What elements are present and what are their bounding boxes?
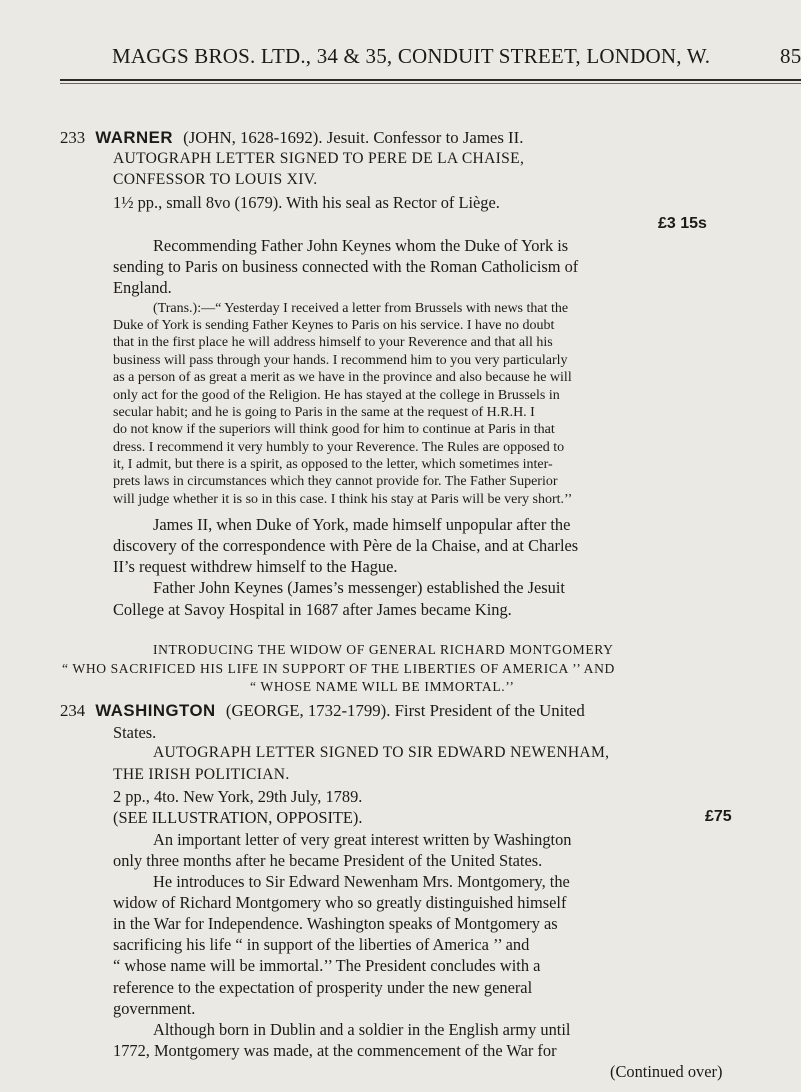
lot-234-p2-line: reference to the expectation of prosperity under the new general bbox=[113, 977, 533, 997]
lot-name: WARNER bbox=[95, 128, 173, 147]
page-number: 85 bbox=[780, 44, 801, 68]
translation-line: it, I admit, but there is a spirit, as opposed to the letter, which sometimes inter- bbox=[113, 456, 553, 472]
lot-234-p3-line: Although born in Dublin and a soldier in the English army until bbox=[153, 1019, 571, 1039]
lot-233-p2-line: discovery of the correspondence with Père de la Chaise, and at Charles bbox=[113, 536, 579, 556]
intro-heading-line: INTRODUCING THE WIDOW OF GENERAL RICHARD MONTGOMERY bbox=[153, 641, 614, 657]
lot-233-heading bbox=[60, 128, 523, 148]
lot-233-p1-line: sending to Paris on business connected with the Roman Catholicism of bbox=[113, 257, 579, 276]
translation-line: as a person of as great a merit as we have in the province and also because he will bbox=[113, 370, 572, 386]
lot-number: 233 bbox=[60, 128, 86, 147]
lot-234-subtitle-2: States. bbox=[113, 722, 157, 742]
lot-234-description: 2 pp., 4to. New York, 29th July, 1789. bbox=[113, 786, 363, 806]
lot-233-p1-line: England. bbox=[113, 278, 172, 298]
lot-234-title: AUTOGRAPH LETTER SIGNED TO SIR EDWARD NEWENHAM, bbox=[153, 744, 610, 762]
translation-line: prets laws in circumstances which they cannot provide for. The Father Superior bbox=[113, 474, 558, 490]
lot-234-p2-line: sacrificing his life “ in support of the liberties of America ’’ and bbox=[113, 935, 530, 955]
translation-line: only act for the good of the Religion. He has stayed at the college in Brussels in bbox=[113, 387, 560, 403]
lot-subtitle: (GEORGE, 1732-1799). First President of the United bbox=[225, 701, 585, 721]
translation-line: will judge whether it is so in this case. I think his stay at Paris will be very short.’’ bbox=[113, 491, 573, 507]
lot-234-p1-line: only three months after he became President of the United States. bbox=[113, 850, 543, 870]
lot-233-p1-line: Recommending Father John Keynes whom the Duke of York is bbox=[153, 235, 569, 255]
lot-number: 234 bbox=[60, 701, 86, 721]
translation-line: business will pass through your hands. I recommend him to you very particularly bbox=[113, 352, 568, 368]
lot-233-p2-line: James II, when Duke of York, made himself unpopular after the bbox=[153, 515, 571, 535]
lot-234-p2-line: government. bbox=[113, 998, 196, 1018]
lot-234-heading bbox=[60, 701, 585, 721]
lot-233-p3-line: College at Savoy Hospital in 1687 after James became King. bbox=[113, 599, 512, 619]
lot-name: WASHINGTON bbox=[95, 701, 216, 721]
lot-234-p2-line: He introduces to Sir Edward Newenham Mrs. Montgomery, the bbox=[153, 871, 570, 891]
running-header bbox=[112, 44, 801, 69]
lot-234-p2-line: in the War for Independence. Washington speaks of Montgomery as bbox=[113, 914, 558, 934]
lot-233-description: 1½ pp., small 8vo (1679). With his seal as Rector of Liège. bbox=[113, 192, 500, 212]
lot-233-title: AUTOGRAPH LETTER SIGNED TO PERE DE LA CHAISE, bbox=[113, 149, 525, 167]
lot-233-title-2: CONFESSOR TO LOUIS XIV. bbox=[113, 171, 318, 188]
lot-233-price: £3 15s bbox=[658, 214, 707, 232]
continued-note: (Continued over) bbox=[610, 1062, 723, 1081]
lot-234-p2-line: “ whose name will be immortal.’’ The President concludes with a bbox=[113, 956, 541, 976]
lot-subtitle: (JOHN, 1628-1692). Jesuit. Confessor to James II. bbox=[183, 128, 524, 147]
header-rule bbox=[60, 79, 801, 81]
intro-heading-line: “ WHOSE NAME WILL BE IMMORTAL.’’ bbox=[250, 679, 515, 695]
lot-234-p1-line: An important letter of very great interest written by Washington bbox=[153, 829, 572, 849]
lot-233-p2-line: II’s request withdrew himself to the Hague. bbox=[113, 557, 398, 577]
lot-233-p3-line: Father John Keynes (James’s messenger) established the Jesuit bbox=[153, 578, 565, 598]
lot-234-illustration-note: (SEE ILLUSTRATION, OPPOSITE). bbox=[113, 807, 363, 827]
translation-line: (Trans.):—“ Yesterday I received a letter from Brussels with news that the bbox=[153, 300, 569, 316]
translation-line: Duke of York is sending Father Keynes to Paris on his service. I have no doubt bbox=[113, 318, 555, 334]
translation-line: dress. I recommend it very humbly to your Reverence. The Rules are opposed to bbox=[113, 439, 565, 455]
lot-234-p3-line: 1772, Montgomery was made, at the commencement of the War for bbox=[113, 1040, 557, 1060]
header-rule-thin bbox=[60, 83, 801, 84]
translation-line: that in the first place he will address himself to your Reverence and that all his bbox=[113, 335, 553, 351]
header-text: MAGGS BROS. LTD., 34 & 35, CONDUIT STREET, LONDON, W. bbox=[112, 44, 711, 68]
intro-heading-line: “ WHO SACRIFICED HIS LIFE IN SUPPORT OF THE LIBERTIES OF AMERICA ’’ AND bbox=[62, 660, 615, 676]
lot-234-price: £75 bbox=[705, 807, 732, 825]
translation-line: secular habit; and he is going to Paris in the same at the request of H.R.H. I bbox=[113, 404, 535, 420]
translation-line: do not know if the superiors will think good for him to continue at Paris in that bbox=[113, 422, 555, 438]
lot-234-title-2: THE IRISH POLITICIAN. bbox=[113, 765, 290, 783]
lot-234-p2-line: widow of Richard Montgomery who so greatly distinguished himself bbox=[113, 893, 567, 912]
